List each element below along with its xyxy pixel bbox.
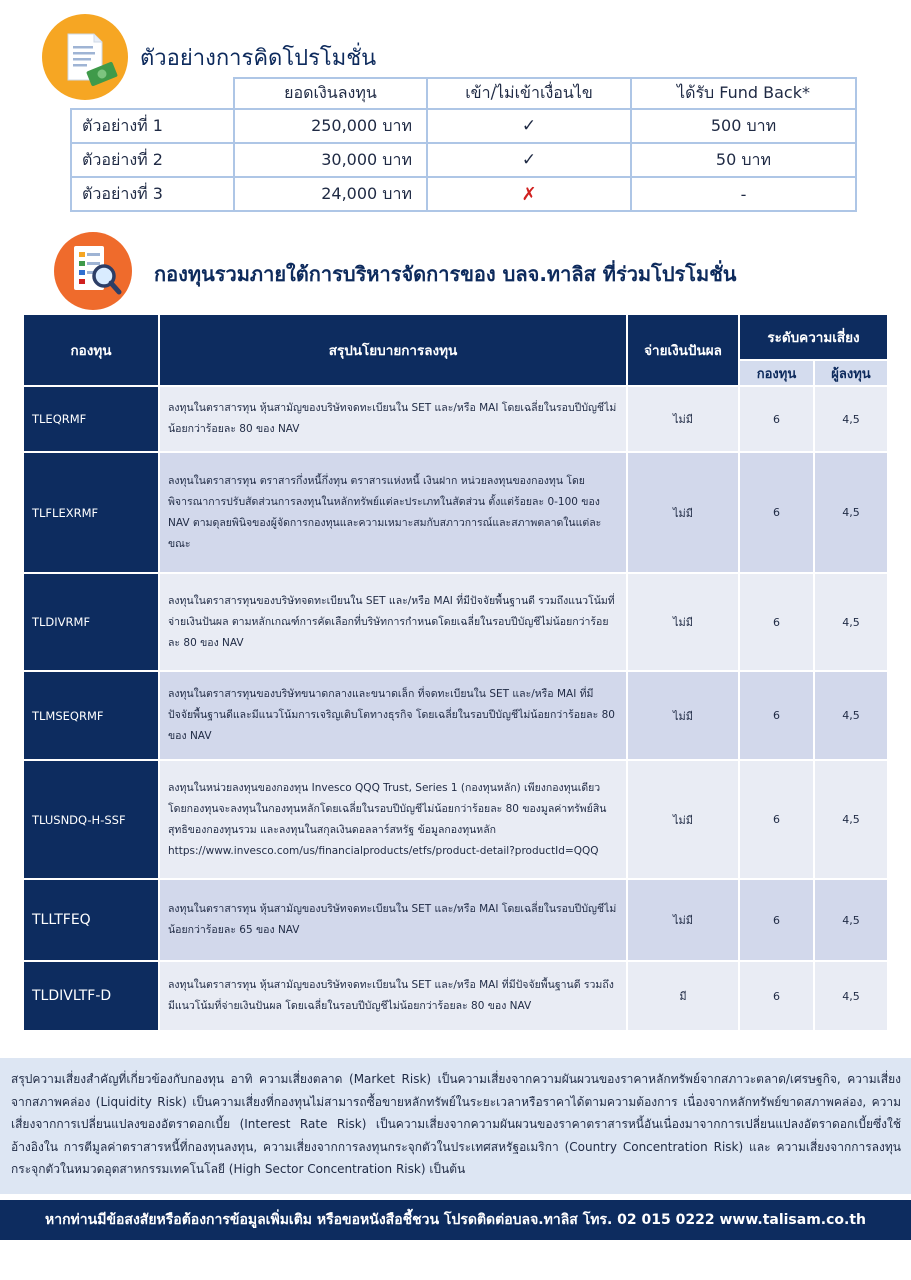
fund-name: TLEQRMF: [24, 387, 158, 451]
fund-name: TLLTFEQ: [24, 880, 158, 960]
header-condition: เข้า/ไม่เข้าเงื่อนไข: [427, 78, 631, 109]
table-row: [24, 761, 887, 878]
table-row: [24, 387, 887, 451]
promo-section-title: ตัวอย่างการคิดโปรโมชั่น: [140, 46, 377, 71]
contact-footer: หากท่านมีข้อสงสัยหรือต้องการข้อมูลเพิ่มเติม หรือขอหนังสือชี้ชวน โปรดติดต่อบลจ.ทาลิส โทร. 02 015 0222 www.talisam.co.th: [0, 1200, 911, 1240]
cross-icon: ✗: [427, 177, 631, 211]
fund-name: TLDIVRMF: [24, 574, 158, 670]
promo-example-table: [70, 77, 857, 212]
fund-risk-level: 6: [740, 880, 813, 960]
example-fund-back: 50 บาท: [631, 143, 856, 177]
report-magnifier-icon: [54, 232, 132, 310]
fund-dividend: ไม่มี: [628, 453, 738, 572]
header-policy: สรุปนโยบายการลงทุน: [160, 315, 626, 385]
investor-risk-level: 4,5: [815, 574, 887, 670]
risk-summary-box: [0, 1058, 911, 1194]
funds-table-header: [24, 315, 887, 359]
example-amount: 24,000 บาท: [234, 177, 427, 211]
check-icon: ✓: [427, 143, 631, 177]
fund-dividend: มี: [628, 962, 738, 1030]
table-row: [24, 880, 887, 960]
fund-policy: ลงทุนในหน่วยลงทุนของกองทุน Invesco QQQ Trust, Series 1 (กองทุนหลัก) เพียงกองทุนเดียว โดยกองทุนจะลงทุนในกองทุนหลักโดยเฉลี่ยในรอบปีบัญชีไม่น้อยกว่าร้อยละ 80 ของมูลค่าทรัพย์สินสุทธิของกองทุนรวม และลงทุนในสกุลเงินดอลลาร์สหรัฐ ข้อมูลกองทุนหลัก https://www.invesco.com/us/financialproducts/etfs/product-detail?productId=QQQ: [160, 761, 626, 878]
investor-risk-level: 4,5: [815, 453, 887, 572]
fund-risk-level: 6: [740, 387, 813, 451]
check-icon: ✓: [427, 109, 631, 143]
fund-dividend: ไม่มี: [628, 574, 738, 670]
promo-row-3: [71, 177, 856, 211]
fund-name: TLFLEXRMF: [24, 453, 158, 572]
fund-dividend: ไม่มี: [628, 387, 738, 451]
fund-dividend: ไม่มี: [628, 880, 738, 960]
investor-risk-level: 4,5: [815, 962, 887, 1030]
fund-policy: ลงทุนในตราสารทุน ตราสารกึ่งหนี้กึ่งทุน ตราสารแห่งหนี้ เงินฝาก หน่วยลงทุนของกองทุน โดยพิจารณาการปรับสัดส่วนการลงทุนในหลักทรัพย์แต่ละประเภทในสัดส่วน ตั้งแต่ร้อยละ 0-100 ของ NAV ตามดุลยพินิจของผู้จัดการกองทุนและความเหมาะสมกับสภาวการณ์และสภาพตลาดในแต่ละขณะ: [160, 453, 626, 572]
investor-risk-level: 4,5: [815, 387, 887, 451]
fund-name: TLDIVLTF-D: [24, 962, 158, 1030]
table-row: [24, 453, 887, 572]
promo-row-2: [71, 143, 856, 177]
investor-risk-level: 4,5: [815, 761, 887, 878]
header-fund: กองทุน: [24, 315, 158, 385]
fund-risk-level: 6: [740, 453, 813, 572]
header-risk-fund: กองทุน: [740, 361, 813, 385]
example-amount: 250,000 บาท: [234, 109, 427, 143]
fund-risk-level: 6: [740, 672, 813, 759]
example-fund-back: -: [631, 177, 856, 211]
fund-policy: ลงทุนในตราสารทุนของบริษัทจดทะเบียนใน SET และ/หรือ MAI ที่มีปัจจัยพื้นฐานดี รวมถึงแนวโน้มที่จ่ายเงินปันผล ตามหลักเกณฑ์การคัดเลือกที่บริษัทการกำหนดโดยเฉลี่ยในรอบปีบัญชีไม่น้อยกว่าร้อยละ 80 ของ NAV: [160, 574, 626, 670]
fund-policy: ลงทุนในตราสารทุน หุ้นสามัญของบริษัทจดทะเบียนใน SET และ/หรือ MAI โดยเฉลี่ยในรอบปีบัญชีไม่น้อยกว่าร้อยละ 80 ของ NAV: [160, 387, 626, 451]
header-fund-back: ได้รับ Fund Back*: [631, 78, 856, 109]
fund-policy: ลงทุนในตราสารทุน หุ้นสามัญของบริษัทจดทะเบียนใน SET และ/หรือ MAI โดยเฉลี่ยในรอบปีบัญชีไม่น้อยกว่าร้อยละ 65 ของ NAV: [160, 880, 626, 960]
example-label: ตัวอย่างที่ 2: [71, 143, 234, 177]
header-amount: ยอดเงินลงทุน: [234, 78, 427, 109]
fund-risk-level: 6: [740, 962, 813, 1030]
table-row: [24, 672, 887, 759]
table-row: [24, 574, 887, 670]
fund-name: TLUSNDQ-H-SSF: [24, 761, 158, 878]
example-amount: 30,000 บาท: [234, 143, 427, 177]
example-label: ตัวอย่างที่ 3: [71, 177, 234, 211]
example-fund-back: 500 บาท: [631, 109, 856, 143]
fund-policy: ลงทุนในตราสารทุนของบริษัทขนาดกลางและขนาดเล็ก ที่จดทะเบียนใน SET และ/หรือ MAI ที่มีปัจจัยพื้นฐานดีและมีแนวโน้มการเจริญเติบโตทางธุรกิจ โดยเฉลี่ยในรอบปีบัญชีไม่น้อยกว่าร้อยละ 80 ของ NAV: [160, 672, 626, 759]
fund-risk-level: 6: [740, 761, 813, 878]
fund-dividend: ไม่มี: [628, 761, 738, 878]
promo-row-1: [71, 109, 856, 143]
funds-section-title: กองทุนรวมภายใต้การบริหารจัดการของ บลจ.ทาลิส ที่ร่วมโปรโมชั่น: [154, 262, 737, 286]
header-risk-level: ระดับความเสี่ยง: [740, 315, 887, 359]
risk-summary-text: สรุปความเสี่ยงสำคัญที่เกี่ยวข้องกับกองทุน อาทิ ความเสี่ยงตลาด (Market Risk) เป็นความเสี่ยงจากความผันผวนของราคาหลักทรัพย์จากสภาวะตลาด/เศรษฐกิจ, ความเสี่ยงจากสภาพคล่อง (Liquidity Risk) เป็นความเสี่ยงที่กองทุนไม่สามารถซื้อขายหลักทรัพย์ในระยะเวลาหรือราคาได้ตามความต้องการ เนื่องจากหลักทรัพย์ขาดสภาพคล่อง, ความเสี่ยงจากการเปลี่ยนแปลงของอัตราดอกเบี้ย (Interest Rate Risk) เป็นความเสี่ยงจากความผันผวนของราคาตราสารหนี้อันเนื่องมาจากการเปลี่ยนแปลงอัตราดอกเบี้ยซึ่งใช้อ้างอิงใน การตีมูลค่าตราสารหนี้ที่กองทุนลงทุน, ความเสี่ยงจากการลงทุนกระจุกตัวในประเทศสหรัฐอเมริกา (Country Concentration Risk) และ ความเสี่ยงจากการลงทุนกระจุกตัวในหมวดอุตสาหกรรมเทคโนโลยี (High Sector Concentration Risk) เป็นต้น: [11, 1072, 901, 1176]
investor-risk-level: 4,5: [815, 880, 887, 960]
header-dividend: จ่ายเงินปันผล: [628, 315, 738, 385]
header-risk-investor: ผู้ลงทุน: [815, 361, 887, 385]
funds-table: [22, 313, 889, 1032]
investor-risk-level: 4,5: [815, 672, 887, 759]
fund-dividend: ไม่มี: [628, 672, 738, 759]
fund-risk-level: 6: [740, 574, 813, 670]
fund-name: TLMSEQRMF: [24, 672, 158, 759]
table-row: [24, 962, 887, 1030]
fund-policy: ลงทุนในตราสารทุน หุ้นสามัญของบริษัทจดทะเบียนใน SET และ/หรือ MAI ที่มีปัจจัยพื้นฐานดี รวมถึงมีแนวโน้มที่จ่ายเงินปันผล โดยเฉลี่ยในรอบปีบัญชีไม่น้อยกว่าร้อยละ 80 ของ NAV: [160, 962, 626, 1030]
example-label: ตัวอย่างที่ 1: [71, 109, 234, 143]
promo-table-header: [71, 78, 856, 109]
